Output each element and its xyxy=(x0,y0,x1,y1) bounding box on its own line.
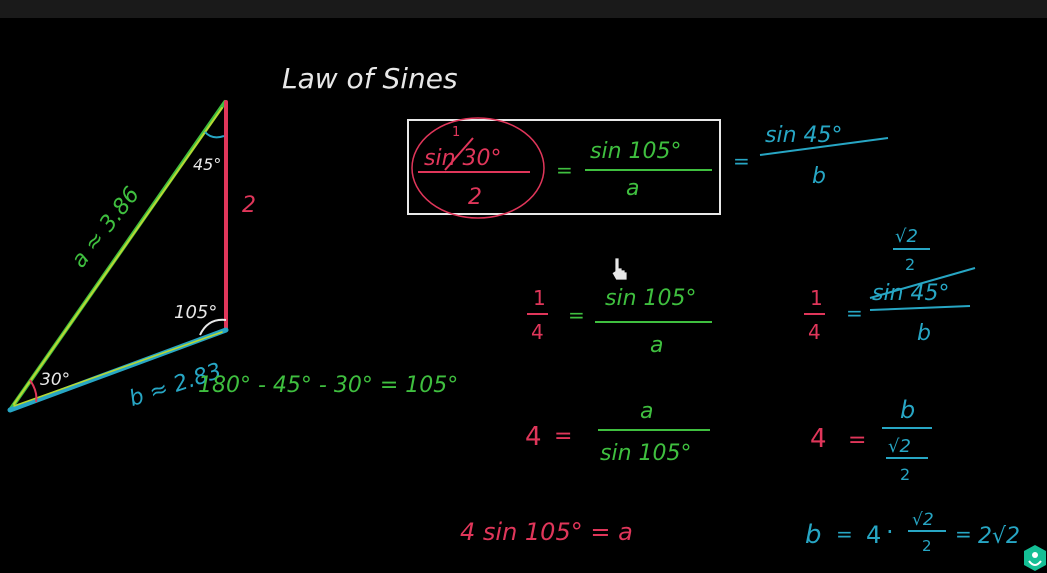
left-step1-rhs-den: a xyxy=(650,333,664,358)
angle-left-label: 30° xyxy=(40,370,71,390)
chalkboard xyxy=(0,18,1047,573)
angle-right-label: 105° xyxy=(174,302,218,323)
left-steps xyxy=(460,286,712,546)
right-step1-rhs-bar xyxy=(870,306,970,310)
boxed-equation xyxy=(408,118,888,218)
right-step3-four: 4 xyxy=(866,521,882,549)
left-step2-eq: = xyxy=(554,424,573,449)
side-a-label: a ≈ 3.86 xyxy=(66,182,145,273)
boxed-num3: sin 45° xyxy=(765,123,843,148)
boxed-num2: sin 105° xyxy=(590,139,682,164)
right-step1-lhs-num: 1 xyxy=(810,286,823,310)
right-step2-eq: = xyxy=(848,428,867,453)
left-step1-rhs-num: sin 105° xyxy=(605,286,697,311)
boxed-eq2: = xyxy=(733,149,750,173)
right-step2-rhs-root: √2 xyxy=(888,436,911,457)
triangle xyxy=(10,102,226,413)
right-step1-rhs-den: b xyxy=(917,321,931,346)
side-right-label: 2 xyxy=(242,193,256,218)
left-step3: 4 sin 105° = a xyxy=(460,518,633,546)
left-step1-eq: = xyxy=(568,303,585,327)
side-b-label: b ≈ 2.83 xyxy=(126,358,225,413)
right-step1-strike: sin 45° xyxy=(872,281,950,306)
right-step3-result: 2√2 xyxy=(978,524,1021,549)
left-step1-lhs-num: 1 xyxy=(533,286,546,310)
boxed-den2: a xyxy=(626,176,640,201)
angle-top-label: 45° xyxy=(193,155,222,174)
right-step2-rhs-num: b xyxy=(900,396,916,424)
right-step3-eq1: = xyxy=(836,522,853,546)
video-top-bar xyxy=(0,0,1047,18)
right-steps xyxy=(804,226,1020,555)
angle-sum: 180° - 45° - 30° = 105° xyxy=(198,373,459,398)
right-step2-lhs: 4 xyxy=(810,424,827,454)
left-step2-lhs: 4 xyxy=(525,422,542,452)
boxed-num1: sin 30° xyxy=(424,146,502,171)
angle-arc-top xyxy=(205,132,224,137)
left-step1-lhs-den: 4 xyxy=(531,320,544,344)
title: Law of Sines xyxy=(282,62,458,95)
boxed-eq1: = xyxy=(556,158,573,182)
right-step3-eq2: = xyxy=(955,522,972,546)
right-step3-dot: · xyxy=(886,518,894,546)
left-step2-rhs-num: a xyxy=(640,399,654,424)
boxed-den3: b xyxy=(812,164,826,189)
right-step1-root-den: 2 xyxy=(905,255,916,274)
triangle-side-a-highlight xyxy=(14,108,222,404)
boxed-den1: 2 xyxy=(468,185,482,210)
boxed-half-num: 1 xyxy=(452,125,461,140)
right-step3-b: b xyxy=(805,520,822,550)
right-step3-den: 2 xyxy=(922,537,932,555)
right-step1-lhs-den: 4 xyxy=(808,320,821,344)
right-step3-root: √2 xyxy=(912,510,934,530)
right-step1-eq: = xyxy=(846,301,863,325)
hand-pointer-icon xyxy=(612,258,627,280)
right-step1-root-num: √2 xyxy=(895,226,918,247)
left-step2-rhs-den: sin 105° xyxy=(600,441,692,466)
khan-academy-logo-icon xyxy=(1024,545,1046,571)
right-step2-rhs-den: 2 xyxy=(900,465,911,484)
